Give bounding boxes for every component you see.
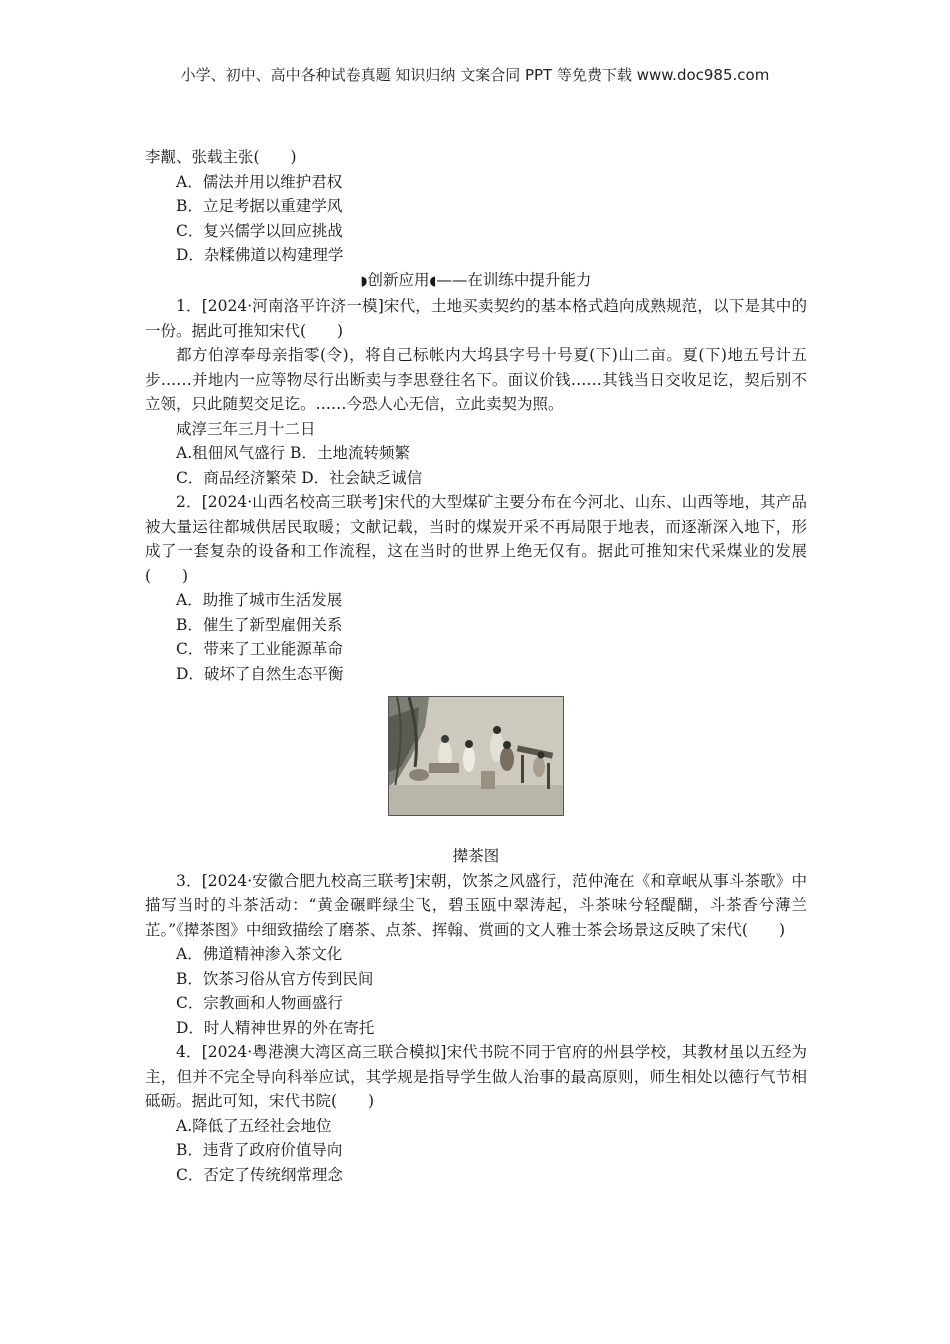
q3-option-a: A．佛道精神渗入茶文化 [176, 945, 343, 963]
page-header: 小学、初中、高中各种试卷真题 知识归纳 文案合同 PPT 等免费下载 www.doc985.com [180, 66, 770, 84]
q4-option-b: B．违背了政府价值导向 [176, 1141, 343, 1159]
q1-stem: 1．[2024·河南洛平许济一模]宋代，土地买卖契约的基本格式趋向成熟规范，以下是其中的一份。据此可推知宋代( ) [145, 297, 807, 340]
prev-option-b: B．立足考据以重建学风 [176, 197, 343, 215]
section-left-icon: ◗ [360, 273, 368, 289]
section-title [145, 268, 807, 295]
q3-option-c: C．宗教画和人物画盛行 [176, 994, 343, 1012]
q4-stem: 4．[2024·粤港澳大湾区高三联合模拟]宋代书院不同于官府的州县学校，其教材虽以五经为主，但并不完全导向科举应试，其学规是指导学生做人治事的最高原则，师生相处以德行气节相砥砺。据此可知，宋代书院( ) [145, 1043, 807, 1110]
q3-option-b: B．饮茶习俗从官方传到民间 [176, 969, 374, 988]
q2-option-b: B．催生了新型雇佣关系 [176, 615, 343, 634]
q4-option-a: A.降低了五经社会地位 [176, 1116, 332, 1135]
content-body [145, 145, 807, 1187]
q1-option-ab: A.租佃风气盛行 B．土地流转频繁 [176, 444, 410, 462]
q1-date: 咸淳三年三月十二日 [176, 419, 316, 438]
figure-caption: 撵茶图 [452, 847, 500, 865]
q2-option-d: D．破坏了自然生态平衡 [176, 664, 344, 683]
q2-stem: 2．[2024·山西名校高三联考]宋代的大型煤矿主要分布在今河北、山东、山西等地，其产品被大量运往都城供居民取暖；文献记载，当时的煤炭开采不再局限于地表，而逐渐深入地下，形成了一套复杂的设备和工作流程，这在当时的世界上绝无仅有。据此可推知宋代采煤业的发展( ) [145, 493, 807, 585]
q1-quote: 都方伯淳奉母亲指零(令)，将自己标帐内大坞县字号十号夏(下)山二亩。夏(下)地五号计五步……并地内一应等物尽行出断卖与李思登往名下。面议价钱……其钱当日交收足讫，契后别不立领，只此随契交足讫。……今恐人心无信，立此卖契为照。 [145, 346, 807, 413]
section-title-text: 创新应用 [367, 270, 430, 289]
prev-option-c: C．复兴儒学以回应挑战 [176, 221, 343, 240]
q2-option-c: C．带来了工业能源革命 [176, 640, 343, 658]
q1-option-cd: C．商品经济繁荣 D．社会缺乏诚信 [176, 468, 423, 487]
q4-option-c: C．否定了传统纲常理念 [176, 1165, 343, 1184]
q3-stem: 3．[2024·安徽合肥九校高三联考]宋朝，饮茶之风盛行，范仲淹在《和章岷从事斗茶歌》中描写当时的斗茶活动：“黄金碾畔绿尘飞，碧玉瓯中翠涛起，斗茶味兮轻醍醐，斗茶香兮薄兰芷。”《撵茶图》中细致描绘了磨茶、点茶、挥翰、赏画的文人雅士茶会场景这反映了宋代( ) [145, 871, 807, 939]
section-right-icon: ◖ [429, 273, 437, 289]
prev-question-stem: 李觏、张载主张( ) [145, 148, 297, 166]
q2-option-a: A．助推了城市生活发展 [176, 591, 343, 609]
q3-option-d: D．时人精神世界的外在寄托 [176, 1018, 375, 1037]
prev-option-d: D．杂糅佛道以构建理学 [176, 246, 344, 264]
tea-painting-image [388, 696, 564, 816]
prev-option-a: A．儒法并用以维护君权 [176, 172, 343, 191]
section-subtitle: ——在训练中提升能力 [436, 270, 592, 289]
tea-painting-illustration [389, 697, 563, 815]
